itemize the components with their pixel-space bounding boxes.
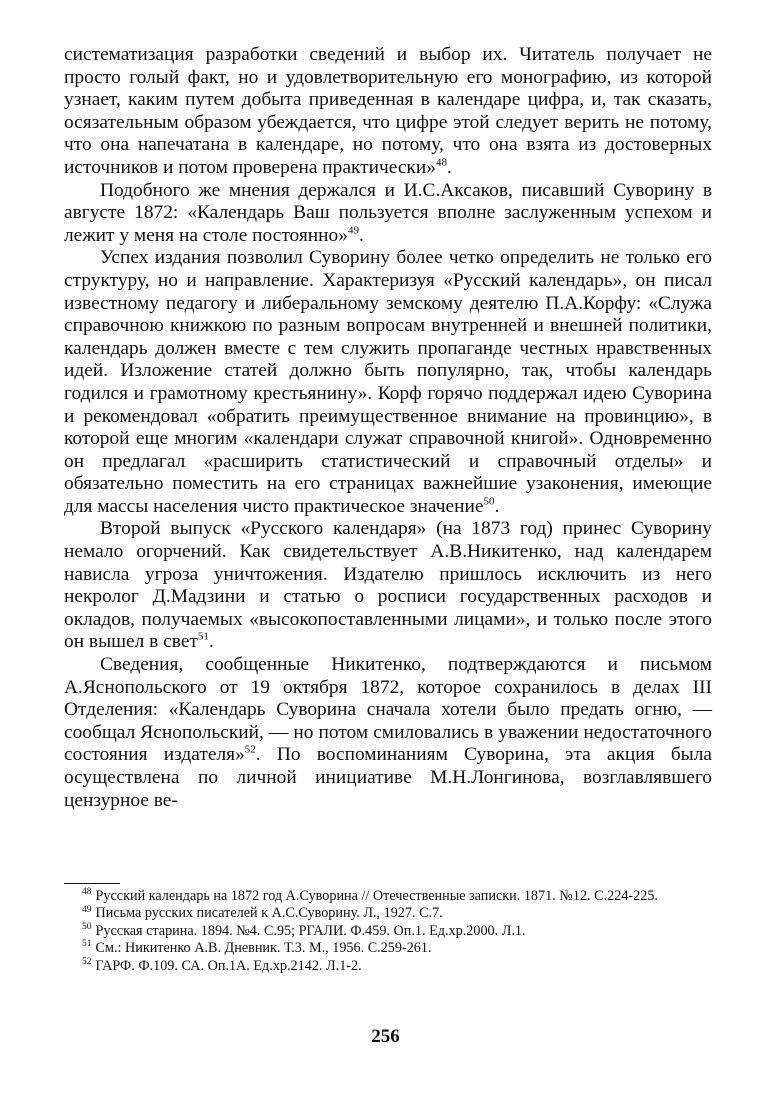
footnote-52 [64,958,712,975]
paragraph-5: Сведения, сообщенные Никитенко, подтверждаются и письмом А.Яснопольского от 19 октября 1872, которое сохранилось в делах III Отделения: «Календарь Суворина сначала хотели было предать огню, — сообщал Яснопольский, — но потом смиловались в уважении недостаточного состояния издателя»$^{52}$. По воспоминаниям Суворина, эта акция была осуществлена по личной инициативе М.Н.Лонгинова, возглавлявшего цензурное ве- [64,654,712,811]
footnote-text: Письма русских писателей к А.С.Суворину. Л., 1927. С.7. [95,905,443,922]
paragraph-4: Второй выпуск «Русского календаря» (на 1873 год) принес Суворину немало огорчений. Как свидетельствует А.В.Никитенко, над календарем нависла угроза уничтожения. Издателю пришлось исключить из него некролог Д.Мадзини и статью о росписи государственных расходов и окладов, получаемых «высокопоставленными лицами», и только после этого он вышел в свет$^{51}$. [64,518,712,653]
footnotes [64,888,712,975]
footnote-51 [64,940,712,957]
footnote-ref-49[interactable]: 49 [347,224,359,237]
footnote-divider [64,883,120,884]
footnote-ref-52[interactable]: 52 [244,743,256,756]
footnote-number: 48 [82,887,92,898]
footnote-ref-51[interactable]: 51 [197,630,209,643]
footnote-text: См.: Никитенко А.В. Дневник. Т.3. М., 1956. С.259-261. [95,940,432,957]
footnote-number: 51 [82,939,92,950]
page-number: 256 [371,1026,400,1047]
paragraph-2: Подобного же мнения держался и И.С.Аксаков, писавший Суворину в августе 1872: «Календарь Ваш пользуется вполне заслуженным успехом и лежит у меня на столе постоянно»$^{49}$. [64,179,712,246]
footnote-48 [64,888,712,905]
footnote-50 [64,923,712,940]
footnote-number: 52 [82,956,92,967]
paragraph-3: Успех издания позволил Суворину более четко определить не только его структуру, но и направление. Характеризуя «Русский календарь», он писал известному педагогу и либеральному земскому деятелю П.А.Корфу: «Служа справочною книжкою по разным вопросам внутренней и внешней политики, календарь должен вместе с тем служить пропаганде честных нравственных идей. Изложение статей должно быть популярно, так, чтобы календарь годился и грамотному крестьянину». Корф горячо поддержал идею Суворина и рекомендовал «обратить преимущественное внимание на провинцию», в которой еще многим «календари служат справочной книгой». Одновременно он предлагал «расширить статистический и справочный отделы» и обязательно поместить на его страницах важнейшие узаконения, имеющие для массы населения чисто практическое значение$^{50}$. [64,247,712,517]
paragraph-1: систематизация разработки сведений и выбор их. Читатель получает не просто голый факт, но и удовлетворительную его монографию, из которой узнает, каким путем добыта приведенная в календаре цифра, и, так сказать, осязательным образом убеждается, что цифре этой следует верить не потому, что она напечатана в календаре, но потому, что она взята из достоверных источников и потом проверена практически»$^{48}$. [64,44,712,178]
footnote-number: 49 [82,904,92,915]
footnote-49 [64,905,712,922]
footnote-text: ГАРФ. Ф.109. СА. Оп.1А. Ед.хр.2142. Л.1-2. [95,957,362,974]
footnote-ref-48[interactable]: 48 [435,156,447,169]
footnote-text: Русский календарь на 1872 год А.Суворина // Отечественные записки. 1871. №12. С.224-225. [95,888,658,904]
footnote-text: Русская старина. 1894. №4. С.95; РГАЛИ. Ф.459. Оп.1. Ед.хр.2000. Л.1. [95,922,526,939]
main-text [64,44,712,812]
footnote-number: 50 [82,922,92,933]
footnote-ref-50[interactable]: 50 [483,495,495,508]
